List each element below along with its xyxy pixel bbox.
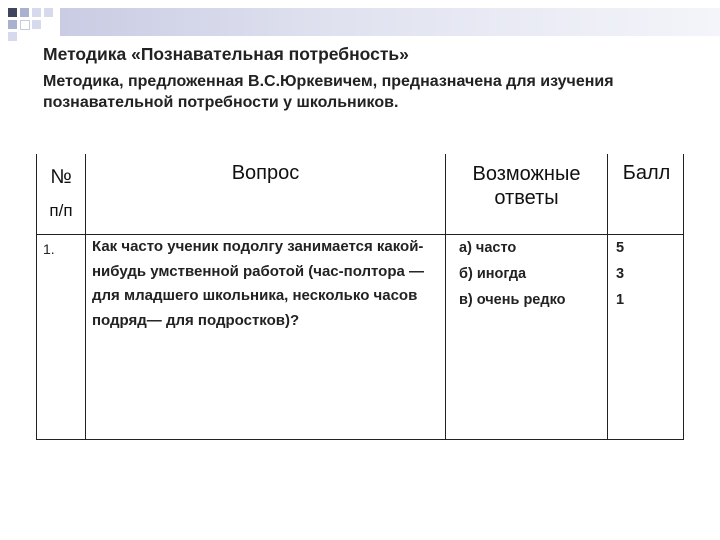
score-value: 1 <box>616 292 625 308</box>
header-answers-line2: ответы <box>494 187 559 209</box>
slide-title: Методика «Познавательная потребность» <box>43 44 409 64</box>
header-num <box>37 160 85 228</box>
score-value: 3 <box>616 266 625 282</box>
table-row <box>37 235 683 439</box>
header-answers <box>446 162 607 210</box>
row-num: 1. <box>43 241 55 257</box>
decor-square <box>8 20 17 29</box>
decor-square <box>8 8 17 17</box>
answer-option: а) часто <box>459 240 517 256</box>
header-answers-line1: Возможные <box>472 163 581 185</box>
header-decoration <box>0 0 720 40</box>
header-gradient-bar <box>60 8 720 36</box>
decor-square <box>32 20 41 29</box>
slide-subtitle: Методика, предложенная В.С.Юркевичем, предназначена для изучения познавательной потребности у школьников. <box>43 73 614 111</box>
header-num-line1: № <box>50 166 72 188</box>
row-scores <box>616 235 656 313</box>
answer-option: б) иногда <box>459 266 527 282</box>
decor-square <box>20 20 30 30</box>
decor-square <box>32 8 41 17</box>
header-question: Вопрос <box>231 162 300 184</box>
decor-square <box>20 8 29 17</box>
decor-square <box>44 8 53 17</box>
decor-square <box>8 32 17 41</box>
row-question: Как часто ученик подолгу занимается какой-нибудь умственной работой (час-полтора — для младшего школьника, несколько часов подряд— для подростков)? <box>92 238 424 329</box>
answer-option: в) очень редко <box>459 292 566 308</box>
score-value: 5 <box>616 240 625 256</box>
methodology-table <box>36 154 684 440</box>
header-num-line2: п/п <box>49 201 73 220</box>
row-answers <box>459 235 607 313</box>
header-score: Балл <box>622 162 671 184</box>
